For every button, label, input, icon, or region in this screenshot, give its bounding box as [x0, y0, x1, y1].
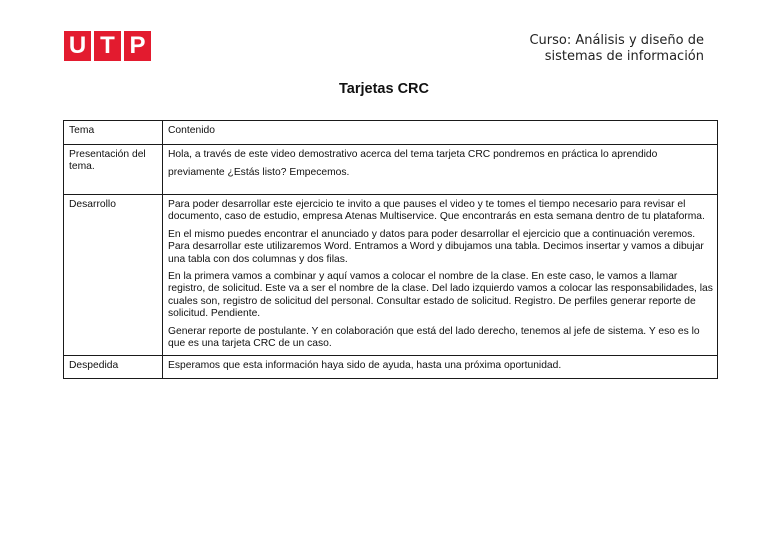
- course-name: [529, 33, 704, 65]
- logo-letter-u: U: [64, 31, 91, 61]
- tema-cell: Despedida: [64, 356, 163, 378]
- paragraph: En la primera vamos a combinar y aquí vamos a colocar el nombre de la clase. En este caso, le vamos a llamar registro, de solicitud. Este va a ser el nombre de la clase. Del lado izquierdo vamos a colocar las responsabilidades, las cuales son, registro de solicitud del personal. Consultar estado de solicitud. Registro. De perfiles generar reporte de solicitud. Pendiente.: [168, 271, 713, 320]
- contenido-cell: [163, 356, 718, 378]
- utp-logo: [64, 31, 151, 61]
- contenido-cell: [163, 145, 718, 195]
- tema-cell: Desarrollo: [64, 195, 163, 356]
- paragraph: En el mismo puedes encontrar el anunciado y datos para poder desarrollar el ejercicio que a continuación veremos. Para desarrollar este utilizaremos Word. Entramos a Word y dibujamos una tabla. Decimos insertar y vamos a dibujar una tabla con dos columnas y dos filas.: [168, 228, 704, 265]
- logo-letter-t: T: [94, 31, 121, 61]
- header-cell-contenido: Contenido: [163, 121, 718, 145]
- paragraph: previamente ¿Estás listo? Empecemos.: [168, 167, 350, 179]
- tema-cell: Presentación del tema.: [64, 145, 163, 195]
- paragraph: Hola, a través de este video demostrativo acerca del tema tarjeta CRC pondremos en práctica lo aprendido: [168, 149, 658, 160]
- paragraph: Esperamos que esta información haya sido de ayuda, hasta una próxima oportunidad.: [168, 360, 562, 372]
- table-row-desarrollo: [64, 195, 718, 356]
- paragraph: Generar reporte de postulante. Y en colaboración que está del lado derecho, tenemos al jefe de sistema. Y eso es lo que es una tarjeta CRC de un caso.: [168, 325, 700, 350]
- header-cell-tema: Tema: [64, 121, 163, 145]
- crc-content-table: [63, 120, 718, 379]
- table-row-presentacion: [64, 145, 718, 195]
- table-header-row: [64, 121, 718, 145]
- document-title: Tarjetas CRC: [339, 81, 429, 97]
- logo-letter-p: P: [124, 31, 151, 61]
- paragraph: Para poder desarrollar este ejercicio te invito a que pauses el video y te tomes el tiempo necesario para revisar el documento, caso de estudio, empresa Atenas Multiservice. Que encontrarás en esta semana dentro de tu plataforma.: [168, 199, 705, 223]
- contenido-cell: [163, 195, 718, 356]
- table-row-despedida: [64, 356, 718, 378]
- course-line-1: Curso: Análisis y diseño de: [529, 33, 704, 48]
- course-line-2: sistemas de información: [544, 49, 704, 64]
